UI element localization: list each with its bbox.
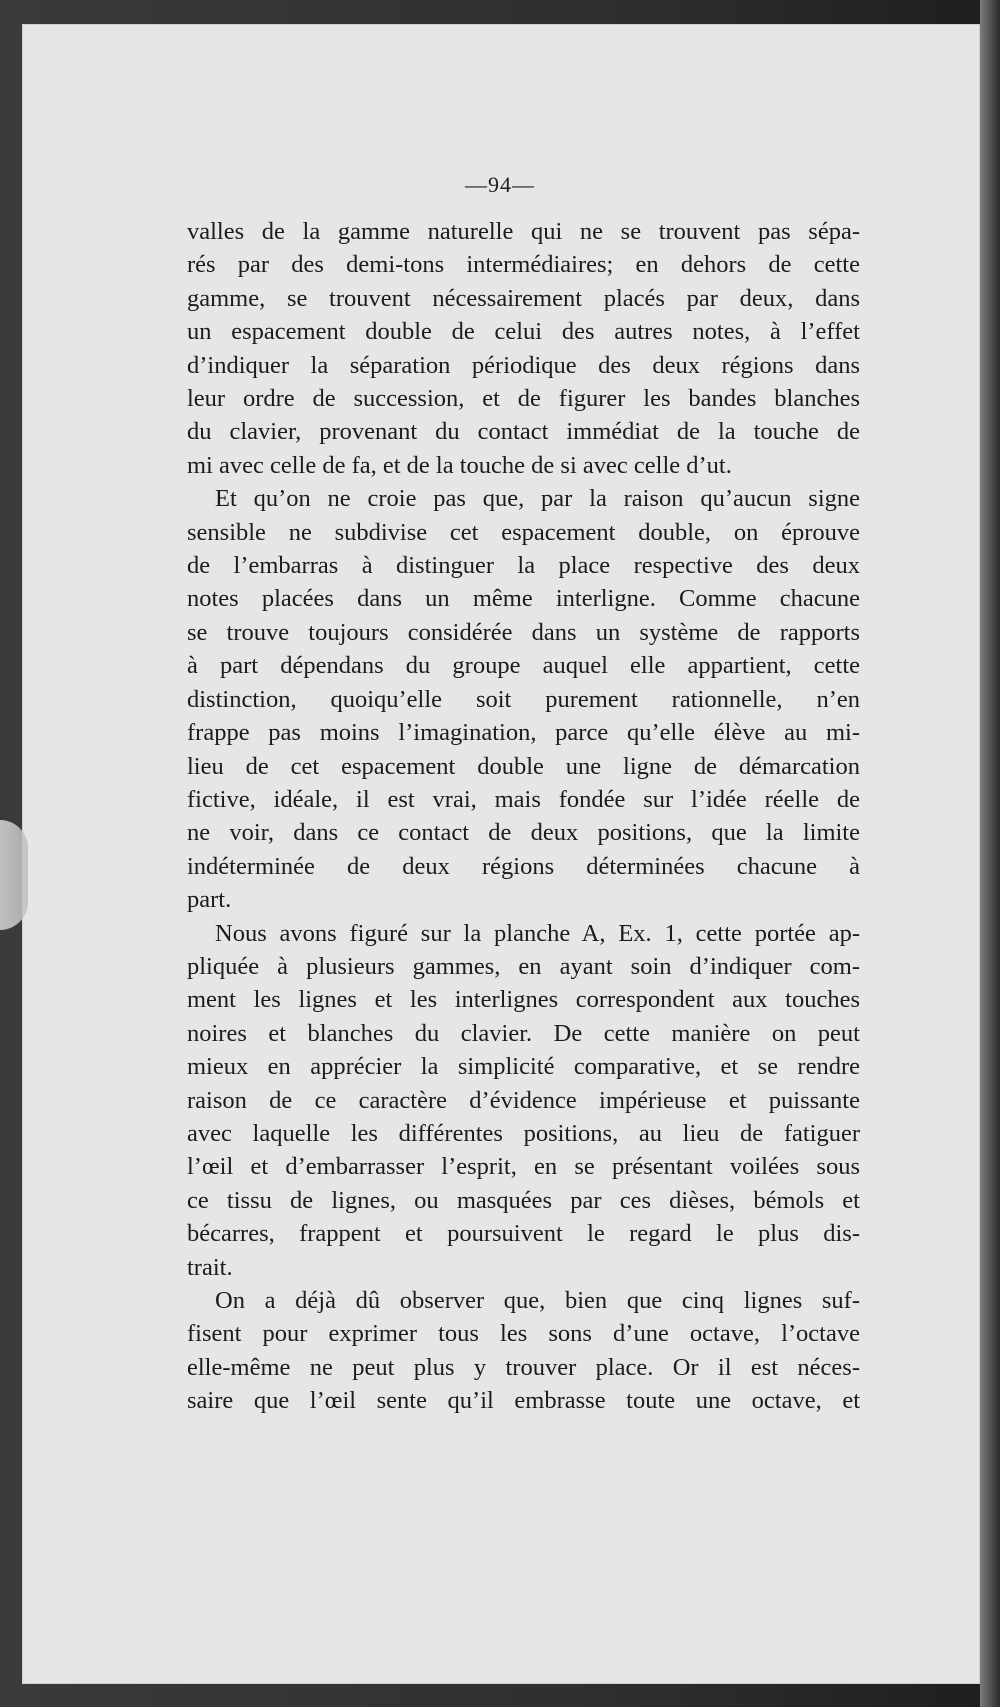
text-line: indéterminée de deux régions déterminées chacune à <box>187 852 860 880</box>
text-line: rés par des demi-tons intermédiaires; en dehors de cette <box>187 251 860 279</box>
page-number: —94— <box>465 172 535 197</box>
text-line: du clavier, provenant du contact immédiat de la touche de <box>187 418 860 446</box>
text-line: d’indiquer la séparation périodique des deux régions dans <box>187 351 860 379</box>
text-line: ment les lignes et les interlignes correspondent aux touches <box>187 986 860 1014</box>
text-line: lieu de cet espacement double une ligne de démarcation <box>187 752 860 780</box>
text-line: de l’embarras à distinguer la place respective des deux <box>187 552 860 580</box>
text-line: Nous avons figuré sur la planche A, Ex. 1, cette portée ap- <box>215 919 860 947</box>
text-line: distinction, quoiqu’elle soit purement rationnelle, n’en <box>187 685 860 713</box>
text-line: valles de la gamme naturelle qui ne se trouvent pas sépa- <box>187 218 860 245</box>
text-line: ne voir, dans ce contact de deux positions, que la limite <box>187 819 860 847</box>
text-line: se trouve toujours considérée dans un système de rapports <box>187 618 860 646</box>
text-line: fisent pour exprimer tous les sons d’une octave, l’octave <box>187 1320 860 1348</box>
text-line: sensible ne subdivise cet espacement double, on éprouve <box>187 518 860 546</box>
text-line: mi avec celle de fa, et de la touche de si avec celle d’ut. <box>187 451 732 479</box>
text-line: frappe pas moins l’imagination, parce qu’elle élève au mi- <box>187 719 860 747</box>
text-line: noires et blanches du clavier. De cette manière on peut <box>187 1019 860 1047</box>
text-line: avec laquelle les différentes positions, au lieu de fatiguer <box>187 1119 860 1147</box>
text-line: part. <box>187 886 232 914</box>
text-line: l’œil et d’embarrasser l’esprit, en se présentant voilées sous <box>187 1153 860 1181</box>
text-line: leur ordre de succession, et de figurer les bandes blanches <box>187 385 860 413</box>
text-line: elle-même ne peut plus y trouver place. Or il est néces- <box>187 1353 860 1381</box>
text-line: ce tissu de lignes, ou masquées par ces dièses, bémols et <box>187 1186 860 1214</box>
text-line: mieux en apprécier la simplicité comparative, et se rendre <box>187 1053 860 1081</box>
text-line: trait. <box>187 1253 233 1281</box>
body-text <box>187 215 860 1418</box>
text-line: pliquée à plusieurs gammes, en ayant soin d’indiquer com- <box>187 952 860 980</box>
text-line: un espacement double de celui des autres notes, à l’effet <box>187 318 860 346</box>
text-line: bécarres, frappent et poursuivent le regard le plus dis- <box>187 1220 860 1248</box>
text-line: gamme, se trouvent nécessairement placés par deux, dans <box>187 284 860 312</box>
text-line: à part dépendans du groupe auquel elle appartient, cette <box>187 652 860 680</box>
text-line: On a déjà dû observer que, bien que cinq lignes suf- <box>215 1287 860 1314</box>
text-line: saire que l’œil sente qu’il embrasse toute une octave, et <box>187 1387 860 1415</box>
book-binding-edge <box>980 0 1000 1707</box>
text-line: fictive, idéale, il est vrai, mais fondée sur l’idée réelle de <box>187 785 860 813</box>
text-line: Et qu’on ne croie pas que, par la raison qu’aucun signe <box>215 485 860 513</box>
text-line: raison de ce caractère d’évidence impérieuse et puissante <box>187 1086 860 1114</box>
page-tab-marker <box>0 820 28 930</box>
text-line: notes placées dans un même interligne. Comme chacune <box>187 585 860 613</box>
